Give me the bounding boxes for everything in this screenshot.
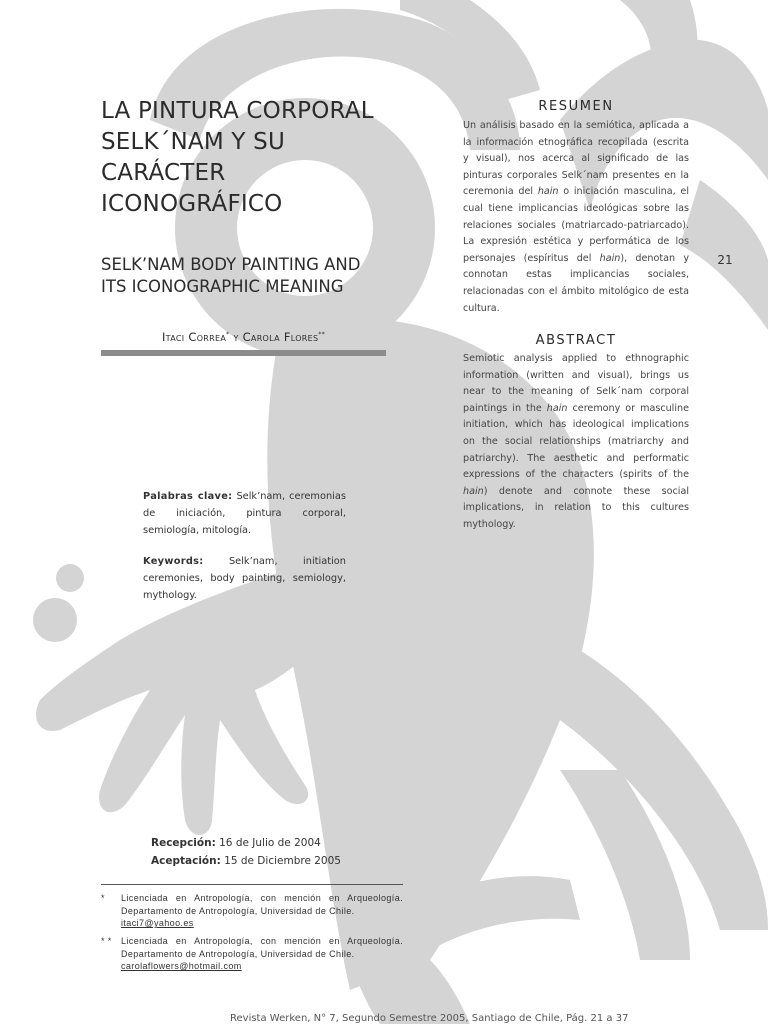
page-number: 21 [717, 253, 733, 267]
italic-term: hain [463, 485, 484, 497]
keywords-english [143, 553, 346, 604]
footnote-mark: ** [318, 331, 326, 339]
title-es-line: LA PINTURA CORPORAL [101, 98, 374, 124]
keywords-spanish [143, 488, 346, 539]
reception-date [151, 834, 391, 852]
keywords-label: Palabras clave: [143, 491, 233, 502]
footnote-mark: * [101, 893, 105, 903]
date-value: 15 de Diciembre 2005 [220, 855, 341, 867]
footnote [101, 935, 403, 973]
text-run: ) denote and connote these social implications, in relation to this cultures mythology. [463, 485, 689, 530]
journal-footer: Revista Werken, N° 7, Segundo Semestre 2005, Santiago de Chile, Pág. 21 a 37 [230, 1013, 629, 1024]
title-en-line: ITS ICONOGRAPHIC MEANING [101, 277, 344, 296]
authors-divider [101, 350, 386, 356]
date-label: Recepción: [151, 837, 216, 849]
submission-dates [151, 834, 391, 870]
keywords-text: Selk’nam, initiation ceremonies, body painting, semiology, mythology. [143, 556, 346, 601]
title-es-line: CARÁCTER [101, 160, 226, 186]
authors-line [101, 330, 386, 344]
keywords-label: Keywords: [143, 556, 204, 567]
acceptance-date [151, 852, 391, 870]
resumen-paragraph [463, 118, 689, 317]
footnote-mark: * * [101, 936, 112, 946]
abstract-heading: ABSTRACT [535, 333, 617, 348]
footnote-text [121, 892, 403, 930]
text-run: ceremony or masculine initiation, which has ideological implications on the social relationships (matriarchy and patriarchy). The aesthetic and performatic expressions of the characters (spirits of the [463, 402, 689, 481]
date-label: Aceptación: [151, 855, 221, 867]
footnote-affiliation: Licenciada en Antropología, con mención en Arqueología. Departamento de Antropología, Universidad de Chile. [121, 893, 403, 916]
italic-term: hain [546, 402, 568, 414]
author-name: Itaci Correa [161, 330, 227, 344]
text-run: o iniciación masculina, el cual tiene implicancias ideológicas sobre las relaciones sociales (matriarcado-patriarcado). La expresión estética y performática de los personajes (espíritus del [463, 186, 689, 264]
text-run: ), denotan y connotan estas implicancias sociales, relacionadas con el ámbito mitológico de esta cultura. [463, 252, 689, 314]
footnote-divider [101, 884, 403, 885]
title-es-line: SELK´NAM Y SU [101, 129, 286, 155]
text-run: Un análisis basado en la semiótica, aplicada a la información etnográfica recopilada (escrita y visual), nos acerca al significado de las pinturas corporales Selk´nam presentes en la ceremonia del [463, 120, 689, 198]
abstract-paragraph [463, 351, 689, 534]
article-title-spanish [101, 96, 401, 220]
keywords-text: Selk’nam, ceremonias de iniciación, pintura corporal, semiología, mitología. [143, 491, 347, 536]
footnote [101, 892, 403, 930]
email-link[interactable]: carolaflowers@hotmail.com [121, 961, 242, 971]
article-title-english [101, 254, 401, 298]
footnote-text [121, 935, 403, 973]
footnote-mark: * [226, 331, 230, 339]
resumen-heading: RESUMEN [538, 99, 614, 114]
italic-term: hain [537, 186, 559, 198]
italic-term: hain [599, 252, 621, 264]
footnote-affiliation: Licenciada en Antropología, con mención en Arqueología. Departamento de Antropología, Universidad de Chile. [121, 936, 403, 959]
title-es-line: ICONOGRÁFICO [101, 191, 283, 217]
author-name: Carola Flores [242, 330, 319, 344]
text-run: Semiotic analysis applied to ethnographic information (written and visual), brings us near to the meaning of Selk´nam corporal paintings in the [463, 353, 689, 414]
author-connector: y [233, 330, 239, 344]
email-link[interactable]: itaci7@yahoo.es [121, 918, 194, 928]
date-value: 16 de Julio de 2004 [215, 837, 321, 849]
title-en-line: SELK’NAM BODY PAINTING AND [101, 255, 361, 274]
